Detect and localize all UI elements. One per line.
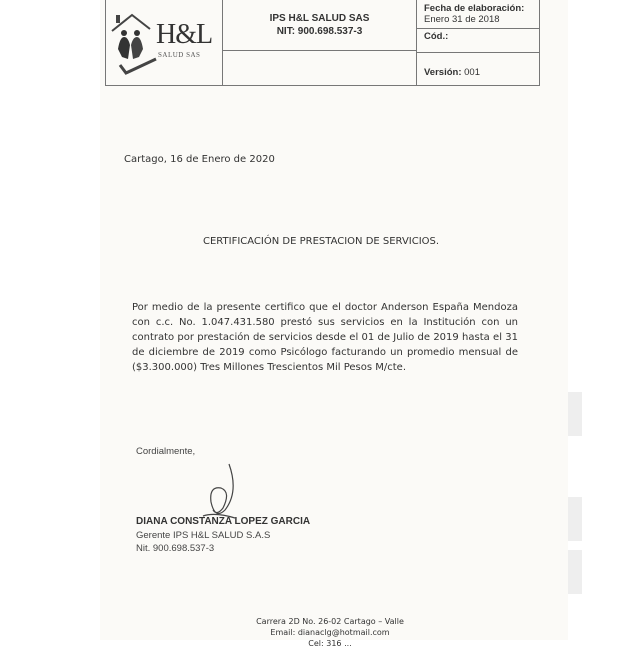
closing: Cordialmente,: [136, 446, 196, 457]
company-cell: [223, 0, 417, 85]
logo-subtitle: SALUD SAS: [158, 51, 201, 59]
certificate-title: CERTIFICACIÓN DE PRESTACION DE SERVICIOS.: [203, 236, 440, 247]
cod-label: Cód.:: [424, 31, 449, 42]
signer-name: DIANA CONSTANZA LOPEZ GARCIA: [136, 516, 311, 527]
document-header-table: [105, 0, 540, 86]
fecha-value: Enero 31 de 2018: [424, 14, 500, 25]
logo-cell: [106, 0, 223, 85]
version-label: Versión:: [424, 67, 462, 78]
page-shadow: [568, 497, 582, 541]
page-shadow: [568, 392, 582, 436]
version-value: 001: [464, 67, 480, 78]
fecha-label: Fecha de elaboración:: [424, 3, 525, 14]
signature-icon: [195, 462, 245, 524]
company-name: IPS H&L SALUD SAS: [269, 12, 370, 24]
logo-mark: H&L: [156, 19, 213, 50]
footer: [230, 616, 430, 649]
signer-nit: Nit. 900.698.537-3: [136, 543, 215, 554]
certificate-body: Por medio de la presente certifico que el doctor Anderson España Mendoza con c.c. No. 1.047.431.580 prestó sus servicios en la Institución con un contrato por prestación de servicios desde el 01 de Julio de 2019 hasta el 31 de diciembre de 2019 como Psicólogo facturando un promedio mensual de ($3.300.000) Tres Millones Trescientos Mil Pesos M/cte.: [132, 302, 518, 373]
company-nit: NIT: 900.698.537-3: [276, 25, 363, 37]
place-date: Cartago, 16 de Enero de 2020: [124, 154, 275, 165]
house-family-icon: [110, 9, 158, 77]
footer-address: Carrera 2D No. 26-02 Cartago – Valle: [256, 617, 404, 626]
footer-email: Email: dianaclg@hotmail.com: [270, 628, 390, 637]
document-meta-cell: [417, 0, 539, 85]
page-shadow: [568, 550, 582, 594]
signer-role: Gerente IPS H&L SALUD S.A.S: [136, 530, 271, 541]
footer-phone: Cel: 316 ...: [308, 639, 352, 648]
